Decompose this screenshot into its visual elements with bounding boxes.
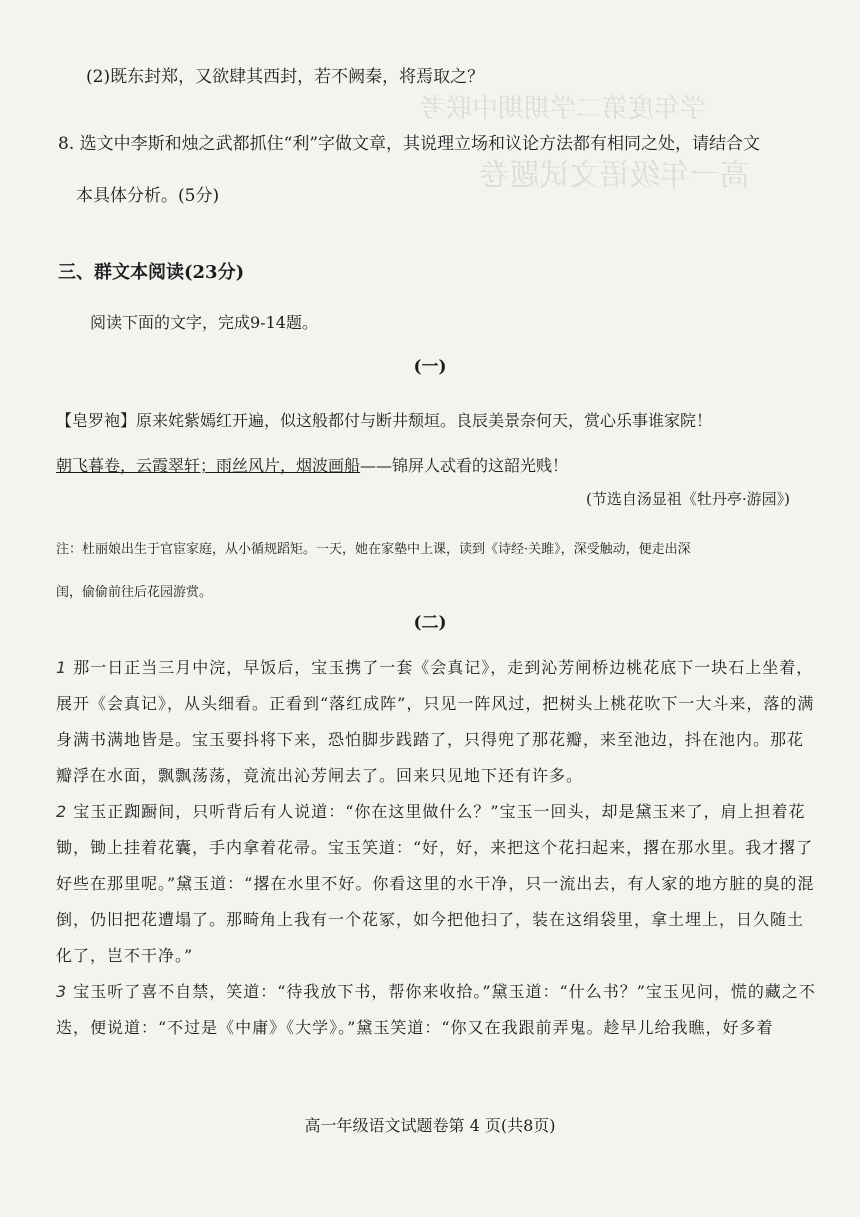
paragraph — [56, 650, 816, 794]
note-line-1: 注：杜丽娘出生于官宦家庭，从小循规蹈矩。一天，她在家塾中上课，读到《诗经·关雎》，深受触动，便走出深 — [56, 542, 691, 557]
question-8-line-1: 8. 选文中李斯和烛之武都抓住“利”字做文章，其说理立场和议论方法都有相同之处，请结合文 — [58, 134, 761, 154]
poem-line-1: 【皂罗袍】原来姹紫嫣红开遍，似这般都付与断井颓垣。良辰美景奈何天，赏心乐事谁家院！ — [56, 411, 713, 430]
poem-source: (节选自汤显祖《牡丹亭·游园》) — [586, 490, 790, 508]
poem-excerpt — [56, 398, 816, 488]
paragraph-number: 2 — [56, 802, 68, 821]
question-8-line-2: 本具体分析。(5分) — [76, 186, 220, 206]
paragraph — [56, 974, 816, 1046]
prose-excerpt — [56, 650, 816, 1046]
annotation-note — [56, 528, 816, 614]
part-2-title: (二) — [413, 613, 447, 633]
section-heading: 三、群文本阅读(23分) — [58, 262, 245, 283]
question-7-part-2: (2)既东封郑，又欲肆其西封，若不阙秦，将焉取之？ — [86, 67, 485, 87]
part-1-title: (一) — [413, 357, 447, 377]
poem-underlined-phrase: 朝飞暮卷，云霞翠轩；雨丝风片，烟波画船 — [56, 456, 361, 475]
section-instructions: 阅读下面的文字，完成9-14题。 — [90, 313, 318, 332]
paragraph — [56, 794, 816, 974]
poem-line-2-rest: ——锦屏人忒看的这韶光贱！ — [360, 456, 569, 475]
paragraph-number: 3 — [56, 982, 68, 1001]
paragraph-text: 宝玉正踟蹰间，只听背后有人说道：“你在这里做什么？”宝玉一回头，却是黛玉来了，肩上担着花锄，锄上挂着花囊，手内拿着花帚。宝玉笑道：“好，好，来把这个花扫起来，撂在那水里。我才撂了好些在那里呢。”黛玉道：“撂在水里不好。你看这里的水干净，只一流出去，有人家的地方脏的臭的混倒，仍旧把花遭塌了。那畸角上我有一个花冢，如今把他扫了，装在这绢袋里，拿土埋上，日久随土化了，岂不干净。” — [56, 802, 815, 965]
bleed-through-title: 学年度第二学期期中联考 — [420, 94, 707, 124]
note-line-2: 闺，偷偷前往后花园游赏。 — [56, 585, 213, 600]
page-footer: 高一年级语文试题卷第 4 页(共8页) — [304, 1116, 556, 1135]
paragraph-text: 宝玉听了喜不自禁，笑道：“待我放下书，帮你来收拾。”黛玉道：“什么书？”宝玉见问，慌的藏之不迭，便说道：“不过是《中庸》《大学》。”黛玉笑道：“你又在我跟前弄鬼。趁早儿给我瞧，好多着 — [56, 982, 816, 1037]
question-8 — [58, 118, 798, 222]
paragraph-text: 那一日正当三月中浣，早饭后，宝玉携了一套《会真记》，走到沁芳闸桥边桃花底下一块石上坐着，展开《会真记》，从头细看。正看到“落红成阵”，只见一阵风过，把树头上桃花吹下一大斗来，落的满身满书满地皆是。宝玉要抖将下来，恐怕脚步践踏了，只得兜了那花瓣，来至池边，抖在池内。那花瓣浮在水面，飘飘荡荡，竟流出沁芳闸去了。回来只见地下还有许多。 — [56, 658, 815, 785]
paragraph-number: 1 — [56, 658, 68, 677]
poem-line-2 — [56, 443, 816, 488]
bleed-through-subtitle: 高一年级语文试题卷 — [480, 158, 750, 193]
